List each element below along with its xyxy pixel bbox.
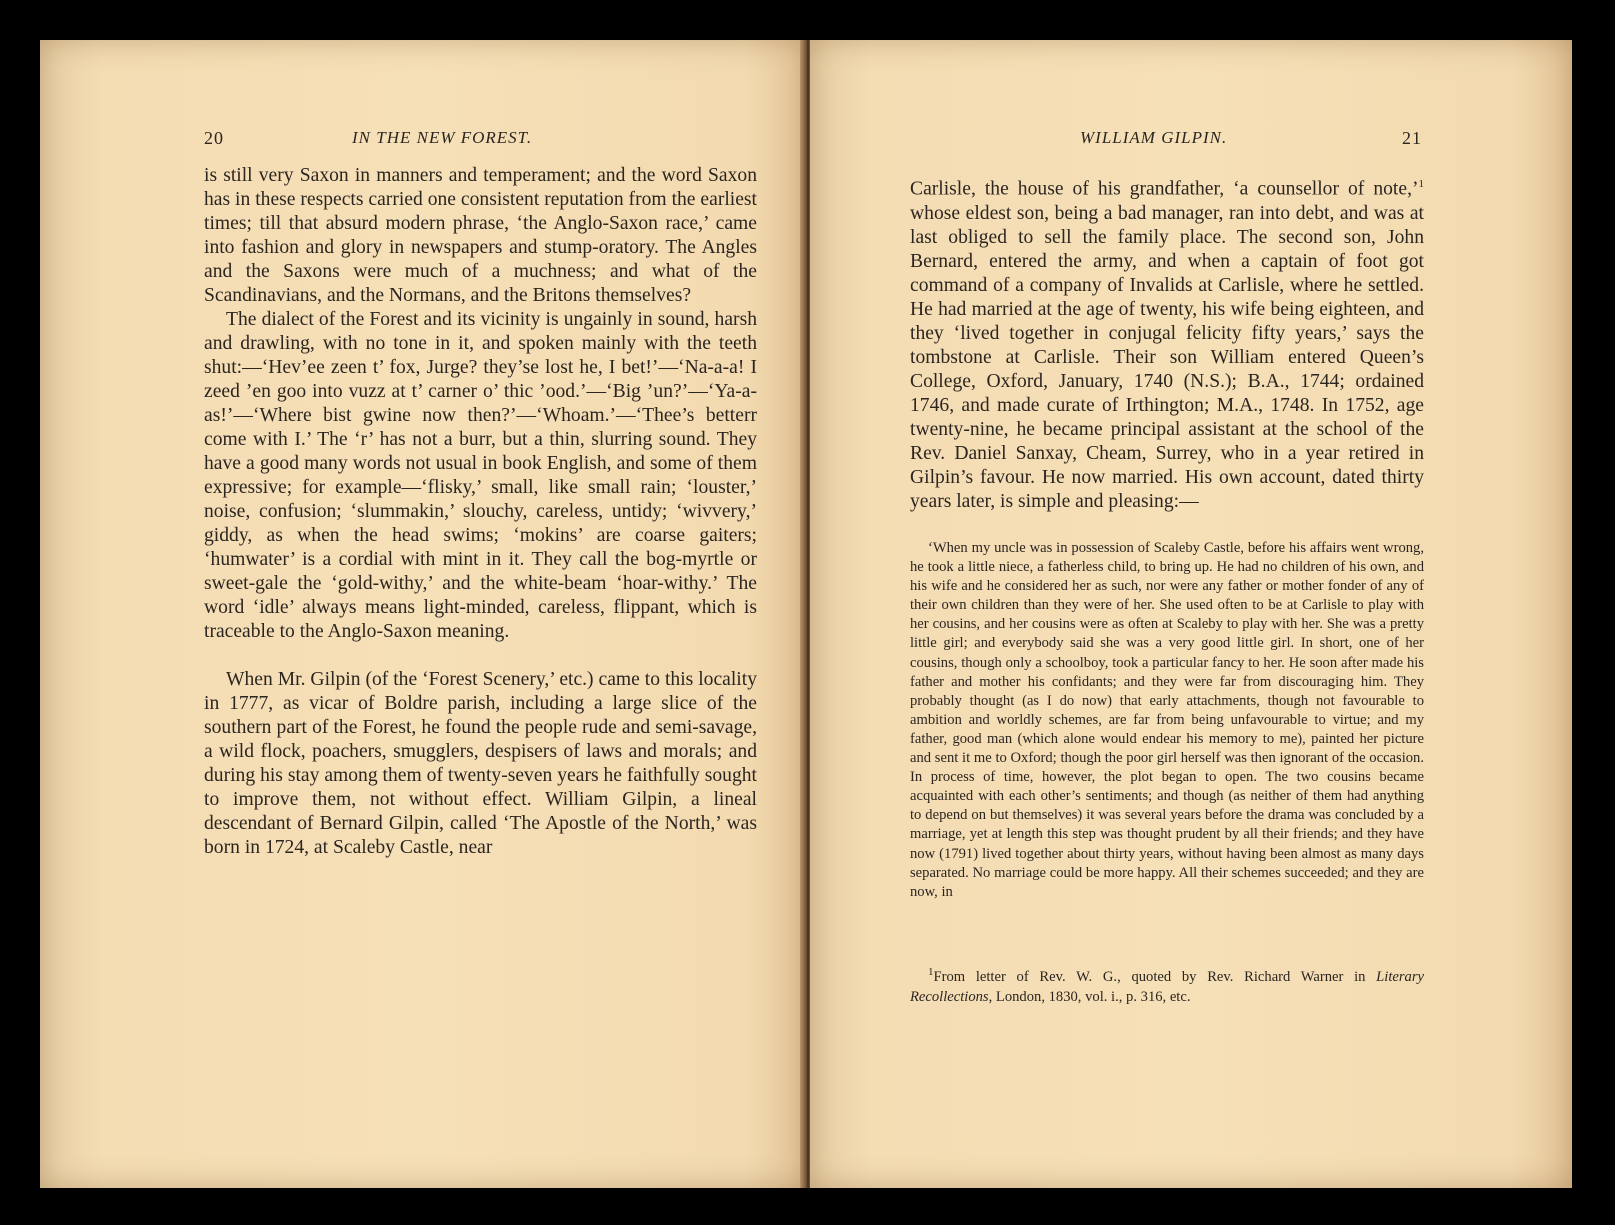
open-book [40, 40, 1572, 1188]
running-head: IN THE NEW FOREST. [352, 128, 533, 147]
running-head: WILLIAM GILPIN. [1080, 128, 1228, 147]
right-page [810, 40, 1572, 1188]
body-text: Carlisle, the house of his grandfather, ‘a counsellor of note,’ [910, 178, 1419, 200]
footnote-reference: 1 [1418, 178, 1424, 190]
paragraph [910, 172, 1424, 514]
quote-text: ‘When my uncle was in possession of Scaleby Castle, before his affairs went wrong, he took a little niece, a fatherless child, to bring up. He had no children of his own, and his wife and he considered her as such, nor were any father or mother fonder of any of their own children than they were of her. She used often to be at Carlisle to play with her cousins, and her cousins were as often at Scaleby to play with her. She was a pretty little girl; and everybody said she was a very good little girl. In short, one of her cousins, though only a schoolboy, took a particular fancy to her. He soon after made his father and mother his confidants; and they were far from discouraging him. They probably thought (as I do now) that early attachments, though not favourable to ambition and worldly schemes, are far from being unfavourable to virtue; and my father, good man (which alone would endear his memory to me), painted her picture and sent it me to Oxford; though the poor girl herself was then ignorant of the occasion. In process of time, however, the plot began to open. The two cousins became acquainted with each other’s sentiments; and though (as neither of them had anything to depend on but themselves) it was several years before the drama was concluded by a marriage, yet at length this step was thought prudent by all their friends; and they have now (1791) lived together about thirty years, without having been almost as many days separated. No marriage could be more happy. All their schemes succeeded; and they are now, in [910, 540, 1424, 900]
footnote-mark: 1 [928, 966, 934, 978]
left-page-body [204, 164, 757, 860]
footnote-pre: From letter of Rev. W. G., quoted by Rev. Richard Warner in [933, 968, 1377, 985]
block-quote [910, 539, 1424, 902]
left-page [40, 40, 806, 1188]
right-page-body [910, 172, 1424, 514]
footnote-text [910, 962, 1424, 1007]
paragraph: When Mr. Gilpin (of the ‘Forest Scenery,’ etc.) came to this locality in 1777, as vicar of Boldre parish, including a large slice of the southern part of the Forest, he found the people rude and semi-savage, a wild flock, poachers, smugglers, despisers of laws and morals; and during his stay among them of twenty-seven years he faithfully sought to improve them, not without effect. William Gilpin, a lineal descendant of Bernard Gilpin, called ‘The Apostle of the North,’ was born in 1724, at Scaleby Castle, near [204, 669, 757, 858]
footnote-post: , London, 1830, vol. i., p. 316, etc. [988, 988, 1191, 1005]
footnote-title: Literary Recollections [910, 968, 1424, 1005]
footnote [910, 962, 1424, 1007]
paragraph: The dialect of the Forest and its vicinity is ungainly in sound, harsh and drawling, with no tone in it, and spoken mainly with the teeth shut:—‘Hev’ee zeen t’ fox, Jurge? they’se lost he, I bet!’—‘Na-a-a! I zeed ’en goo into vuzz at t’ carner o’ thic ’ood.’—‘Big ’un?’—‘Ya-a-as!’—‘Where bist gwine now then?’—‘Whoam.’—‘Thee’s betterr come with I.’ The ‘r’ has not a burr, but a thin, slurring sound. They have a good many words not usual in book English, and some of them expressive; for example—‘flisky,’ small, like small rain; ‘louster,’ noise, confusion; ‘slummakin,’ slouchy, careless, untidy; ‘wivvery,’ giddy, as when the head swims; ‘mokins’ are coarse gaiters; ‘humwater’ is a cordial with mint in it. They call the bog-myrtle or sweet-gale the ‘gold-withy,’ and the white-beam ‘hoar-withy.’ The word ‘idle’ always means light-minded, careless, flippant, which is traceable to the Anglo-Saxon meaning. [204, 309, 757, 642]
paragraph: is still very Saxon in manners and temperament; and the word Saxon has in these respects carried one consistent reputation from the earliest times; till that absurd modern phrase, ‘the Anglo-Saxon race,’ came into fashion and glory in newspapers and stump-oratory. The Angles and the Saxons were much of a muchness; and what of the Scandinavians, and the Normans, and the Britons themselves? [204, 165, 757, 306]
page-number: 21 [1402, 128, 1422, 148]
body-text: whose eldest son, being a bad manager, ran into debt, and was at last obliged to sell the family place. The second son, John Bernard, entered the army, and when a captain of foot got command of a company of Invalids at Carlisle, where he settled. He had married at the age of twenty, his wife being eighteen, and they ‘lived together in conjugal felicity fifty years,’ says the tombstone at Carlisle. Their son William entered Queen’s College, Oxford, January, 1740 (N.S.); B.A., 1744; ordained 1746, and made curate of Irthington; M.A., 1748. In 1752, age twenty-nine, he became principal assistant at the school of the Rev. Daniel Sanxay, Cheam, Surrey, who in a year retired in Gilpin’s favour. He now married. His own account, dated thirty years later, is simple and pleasing:— [910, 202, 1424, 512]
page-number: 20 [204, 128, 224, 148]
